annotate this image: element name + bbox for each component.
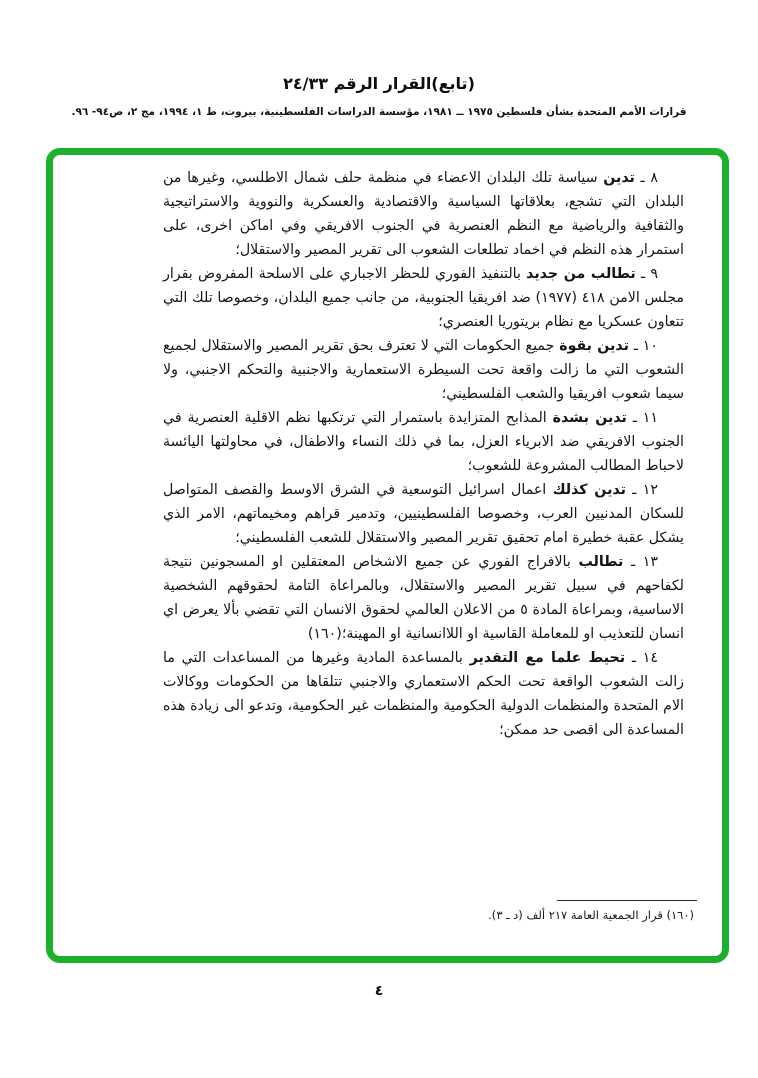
paragraph xyxy=(163,550,684,646)
page-title: (تابع)القرار الرقم ٢٤/٣٣ xyxy=(283,74,475,93)
paragraph-lead: تدين xyxy=(603,170,635,186)
paragraph-number: ١٤ ـ xyxy=(631,650,658,666)
paragraph-text: بالمساعدة المادية وغيرها من المساعدات التي ما زالت الشعوب الواقعة تحت الحكم الاستعماري والاجنبي تتلقاها من الحكومات ووكالات الام المتحدة والمنظمات الدولية الحكومية والمنظمات غير الحكومية، وتدعو الى زيادة هذه المساعدة الى اقصى حد ممكن؛ xyxy=(163,650,684,738)
paragraph-lead: تحيط علما مع التقدير xyxy=(469,650,626,666)
paragraph xyxy=(163,406,684,478)
paragraph-number: ٨ ـ xyxy=(640,170,658,186)
paragraph xyxy=(163,646,684,742)
paragraph-number: ١١ ـ xyxy=(632,410,658,426)
paragraph-lead: تدين بشدة xyxy=(552,410,627,426)
paragraph-text: بالتنفيذ الفوري للحظر الاجباري على الاسلحة المفروض بقرار مجلس الامن ٤١٨ (١٩٧٧) ضد افريقيا الجنوبية، من جانب جميع البلدان، وخصوصا تلك التي تتعاون عسكريا مع نظام بريتوريا العنصري؛ xyxy=(163,266,685,330)
paragraph-number: ٩ ـ xyxy=(640,266,658,282)
paragraph xyxy=(163,262,684,334)
paragraph-lead: تطالب xyxy=(578,554,624,570)
paragraph-text: سياسة تلك البلدان الاعضاء في منظمة حلف شمال الاطلسي، وغيرها من البلدان التي تشجع، بعلاقاتها السياسية والاقتصادية والعسكرية والنووية والاستراتيجية والثقافية والرياضية مع النظم العنصرية في الجنوب الافريقي وفي اماكن اخرى، على استمرار هذه النظم في اخماد تطلعات الشعوب الى تقرير المصير والاستقلال؛ xyxy=(163,170,684,258)
paragraph-text: بالافراج الفوري عن جميع الاشخاص المعتقلين او المسجونين نتيجة لكفاحهم في سبيل تقرير المصير والاستقلال، وبالمراعاة التامة لحقوقهم الشخصية الاساسية، وبمراعاة المادة ٥ من الاعلان العالمي لحقوق الانسان التي تقضي بألا يعرض اي انسان للتعذيب او للمعاملة القاسية او اللاانسانية او المهينة؛(١٦٠) xyxy=(163,554,684,642)
footnote: (١٦٠) قرار الجمعية العامة ٢١٧ ألف (د ـ ٣). xyxy=(488,908,694,922)
page-number: ٤ xyxy=(374,983,384,999)
source-citation: قرارات الأمم المتحدة بشأن فلسطين ١٩٧٥ ــ ١٩٨١، مؤسسة الدراسات الفلسطينية، بيروت، ط ١، ١٩٩٤، مج ٢، ص٩٤- ٩٦. xyxy=(71,106,687,118)
paragraph-number: ١٢ ـ xyxy=(632,482,658,498)
paragraph-number: ١٠ ـ xyxy=(633,338,658,354)
footnote-separator xyxy=(557,900,697,901)
paragraph-text: جميع الحكومات التي لا تعترف بحق تقرير المصير والاستقلال لجميع الشعوب التي ما زالت واقعة تحت السيطرة الاستعمارية والاجنبية والتحكم الاجنبي، ولا سيما شعوب افريقيا والشعب الفلسطيني؛ xyxy=(163,338,684,402)
paragraph-list xyxy=(163,166,684,742)
paragraph-text: المذابح المتزايدة باستمرار التي ترتكبها نظم الاقلية العنصرية في الجنوب الافريقي ضد الابرياء العزل، بما في ذلك النساء والاطفال، في محاولتها اليائسة لاحباط المطالب المشروعة للشعوب؛ xyxy=(163,410,684,474)
paragraph xyxy=(163,166,684,262)
paragraph-text: اعمال اسرائيل التوسعية في الشرق الاوسط والقصف المتواصل للسكان المدنيين العرب، وخصوصا الفلسطينيين، وتدمير قراهم ومخيماتهم، الامر الذي يشكل عقبة خطيرة امام تحقيق تقرير المصير والاستقلال للشعب الفلسطيني؛ xyxy=(163,482,684,546)
paragraph xyxy=(163,334,684,406)
paragraph-lead: تدين كذلك xyxy=(552,482,626,498)
paragraph xyxy=(163,478,684,550)
paragraph-lead: تطالب من جديد xyxy=(526,266,636,282)
paragraph-lead: تدين بقوة xyxy=(559,338,629,354)
paragraph-number: ١٣ ـ xyxy=(630,554,659,570)
